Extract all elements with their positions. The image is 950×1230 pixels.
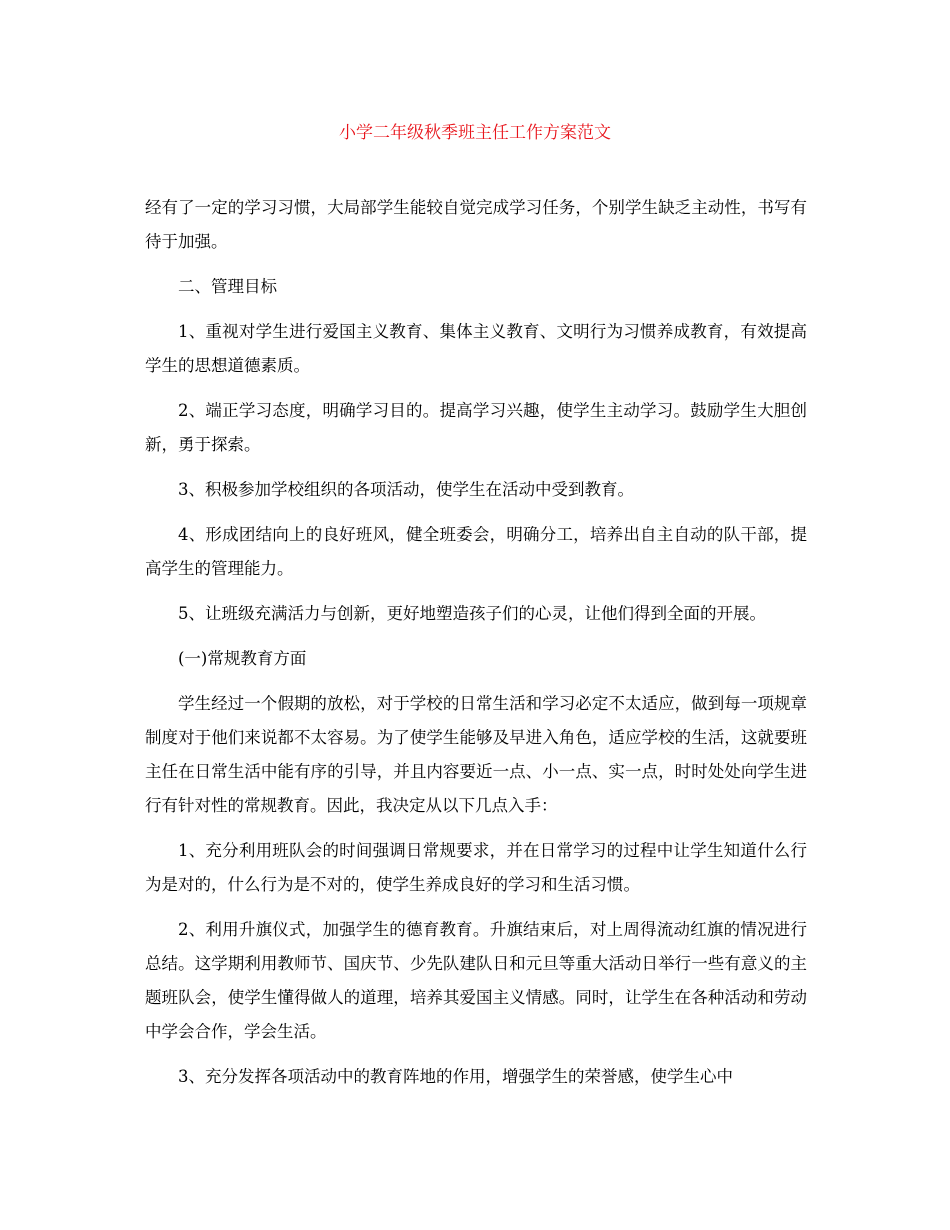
document-title: 小学二年级秋季班主任工作方案范文: [339, 123, 611, 143]
paragraph-continued: 经有了一定的学习习惯，大局部学生能较自觉完成学习任务，个别学生缺乏主动性，书写有待于加强。: [145, 198, 807, 251]
document-body: [145, 191, 807, 1105]
paragraph-goal-4: 4、形成团结向上的良好班风，健全班委会，明确分工，培养出自主自动的队干部，提高学生的管理能力。: [145, 525, 807, 578]
paragraph-goal-3: 3、积极参加学校组织的各项活动，使学生在活动中受到教育。: [178, 480, 634, 499]
paragraph-goal-2: 2、端正学习态度，明确学习目的。提高学习兴趣，使学生主动学习。鼓励学生大胆创新，勇于探索。: [145, 401, 807, 454]
paragraph-goal-5: 5、让班级充满活力与创新，更好地塑造孩子们的心灵，让他们得到全面的开展。: [178, 604, 766, 623]
paragraph-routine-intro: 学生经过一个假期的放松，对于学校的日常生活和学习必定不太适应，做到每一项规章制度对于他们来说都不太容易。为了使学生能够及早进入角色，适应学校的生活，这就要班主任在日常生活中能有序的引导，并且内容要近一点、小一点、实一点，时时处处向学生进行有针对性的常规教育。因此，我决定从以下几点入手：: [145, 694, 807, 815]
paragraph-routine-1: 1、充分利用班队会的时间强调日常规要求，并在日常学习的过程中让学生知道什么行为是对的，什么行为是不对的，使学生养成良好的学习和生活习惯。: [145, 841, 807, 894]
paragraph-routine-3: 3、充分发挥各项活动中的教育阵地的作用，增强学生的荣誉感，使学生心中: [178, 1067, 733, 1086]
paragraph-routine-2: 2、利用升旗仪式，加强学生的德育教育。升旗结束后，对上周得流动红旗的情况进行总结。这学期利用教师节、国庆节、少先队建队日和元旦等重大活动日举行一些有意义的主题班队会，使学生懂得做人的道理，培养其爱国主义情感。同时，让学生在各种活动和劳动中学会合作，学会生活。: [145, 920, 807, 1041]
section-heading-routine-education: (一)常规教育方面: [178, 649, 307, 668]
section-heading-management-goals: 二、管理目标: [178, 277, 277, 296]
paragraph-goal-1: 1、重视对学生进行爱国主义教育、集体主义教育、文明行为习惯养成教育，有效提高学生的思想道德素质。: [145, 322, 807, 375]
